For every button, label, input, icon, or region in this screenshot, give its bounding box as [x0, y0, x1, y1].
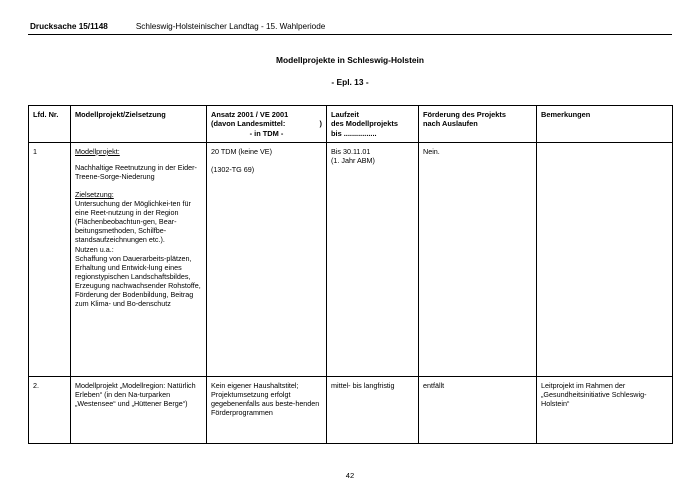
- cell-laufzeit: [327, 142, 419, 376]
- column-header-laufzeit-line2: des Modellprojekts: [331, 119, 398, 129]
- column-header-ansatz-line1: Ansatz 2001 / VE 2001: [211, 110, 289, 119]
- cell-laufzeit: mittel- bis langfristig: [327, 376, 419, 443]
- column-header-laufzeit-line3: bis ................: [331, 128, 377, 138]
- column-header-foerderung: [419, 106, 537, 143]
- column-header-ansatz-paren: ): [319, 119, 322, 129]
- cell-ansatz: Kein eigener Haushaltstitel; Projektumsetzung erfolgt gegebenenfalls aus beste-henden Förderprogrammen: [207, 376, 327, 443]
- cell-nr: 2.: [29, 376, 71, 443]
- column-header-foerderung-line1: Förderung des Projekts: [423, 110, 506, 119]
- table-row: [29, 142, 673, 376]
- column-header-ansatz: [207, 106, 327, 143]
- page-title: Modellprojekte in Schleswig-Holstein: [276, 55, 424, 65]
- cell-foerderung: Nein.: [419, 142, 537, 376]
- cell-bemerkungen: [537, 142, 673, 376]
- cell-projekt: Modellprojekt „Modellregion: Natürlich Erleben“ (in den Na-turparken „Westensee“ und „Hüttener Berge“): [71, 376, 207, 443]
- label-zielsetzung: Zielsetzung:: [75, 190, 114, 200]
- column-header-projekt: Modellprojekt/Zielsetzung: [71, 106, 207, 143]
- column-header-laufzeit: [327, 106, 419, 143]
- text-ansatz-line2: (1302-TG 69): [211, 165, 255, 175]
- table-row: [29, 376, 673, 443]
- column-header-ansatz-line2: (davon Landesmittel:: [211, 119, 286, 129]
- text-modellprojekt: Nachhaltige Reetnutzung in der Eider-Treene-Sorge-Niederung: [75, 163, 197, 182]
- cell-nr: 1: [29, 142, 71, 376]
- text-laufzeit-line1: Bis 30.11.01: [331, 146, 371, 156]
- text-nutzen: Nutzen u.a.: Schaffung von Dauerarbeits-plätzen, Erhaltung und Entwick-lung eines regionstypischen Landschaftsbildes, Erzeugung nachwachsender Rohstoffe, Förderung der Bodenbildung, Beitrag zum Klima- und Bo-denschutz: [75, 244, 201, 308]
- column-header-ansatz-line2-wrap: [211, 119, 322, 128]
- column-header-nr: Lfd. Nr.: [29, 106, 71, 143]
- column-header-ansatz-line3: - in TDM -: [249, 128, 284, 138]
- text-ansatz-line1: 20 TDM (keine VE): [211, 146, 272, 156]
- page-header: [28, 22, 672, 31]
- page-subtitle: - Epl. 13 -: [331, 77, 369, 87]
- table-header-row: [29, 106, 673, 143]
- cell-bemerkungen: Leitprojekt im Rahmen der „Gesundheitsinitiative Schleswig-Holstein“: [537, 376, 673, 443]
- column-header-laufzeit-line1: Laufzeit: [331, 110, 359, 119]
- modellprojekte-table: [28, 105, 673, 444]
- header-drucksache: Drucksache 15/1148: [30, 22, 108, 31]
- label-modellprojekt: Modellprojekt:: [75, 146, 120, 156]
- text-zielsetzung: Untersuchung der Möglichkei-ten für eine Reet-nutzung in der Region (Flächenbeobachtun-gen, Bear-beitungsmethoden, Schilfbe-standsaufzeichnungen etc.).: [75, 199, 191, 245]
- cell-ansatz: [207, 142, 327, 376]
- header-landtag: Schleswig-Holsteinischer Landtag - 15. Wahlperiode: [135, 22, 326, 31]
- column-header-bemerkungen: Bemerkungen: [537, 106, 673, 143]
- header-divider: [28, 34, 672, 35]
- cell-projekt: [71, 142, 207, 376]
- cell-foerderung: entfällt: [419, 376, 537, 443]
- page-number: 42: [345, 471, 355, 480]
- text-laufzeit-line2: (1. Jahr ABM): [331, 156, 375, 166]
- column-header-foerderung-line2: nach Auslaufen: [423, 119, 478, 129]
